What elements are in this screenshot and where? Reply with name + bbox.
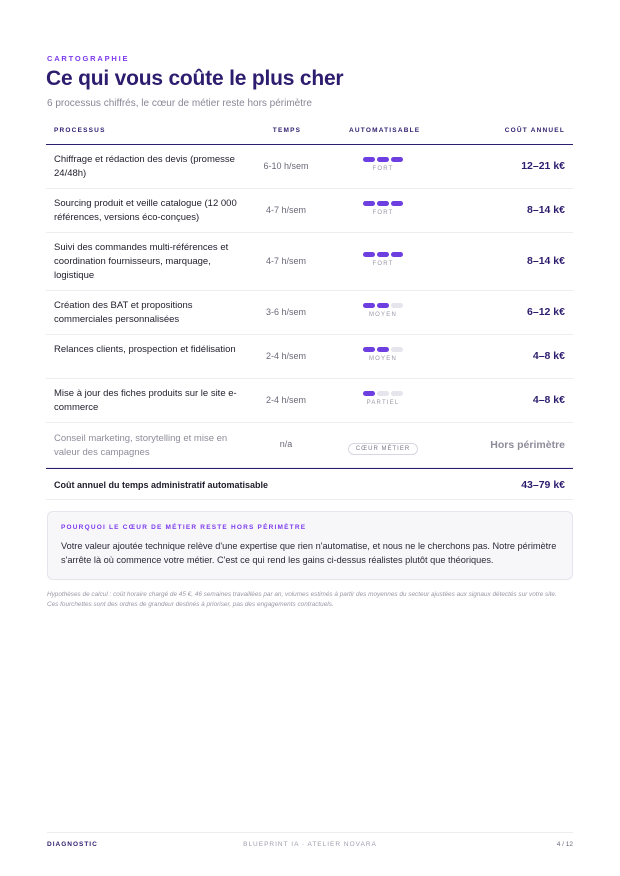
process-name: Relances clients, prospection et fidélisation <box>54 344 236 355</box>
process-time: 3-6 h/sem <box>265 307 307 317</box>
process-cost: 4–8 k€ <box>532 394 565 406</box>
automation-label: FORT <box>372 166 394 172</box>
process-cost: 4–8 k€ <box>532 350 565 362</box>
automation-level <box>356 303 410 318</box>
process-time: 2-4 h/sem <box>265 395 307 405</box>
level-bar <box>377 303 389 308</box>
column-header-process: PROCESSUS <box>54 127 106 134</box>
table-row <box>46 335 573 379</box>
core-process-cost: Hors périmètre <box>490 439 565 451</box>
table-header <box>46 119 573 145</box>
total-label: Coût annuel du temps administratif automatisable <box>54 480 269 490</box>
process-cost: 6–12 k€ <box>527 306 565 318</box>
level-bars <box>356 391 410 396</box>
level-bar <box>391 252 403 257</box>
table-row <box>46 233 573 291</box>
level-bar <box>391 347 403 352</box>
level-bar <box>363 391 375 396</box>
page-footer <box>47 832 573 852</box>
automation-level <box>356 201 410 216</box>
process-name: Chiffrage et rédaction des devis (promesse 24/48h) <box>54 154 235 179</box>
automation-level <box>356 391 410 406</box>
process-time: 2-4 h/sem <box>265 351 307 361</box>
eyebrow-label: CARTOGRAPHIE <box>47 54 130 63</box>
automation-level <box>356 252 410 267</box>
level-bar <box>377 201 389 206</box>
level-bar <box>377 347 389 352</box>
table-row <box>46 189 573 233</box>
process-name: Création des BAT et propositions commerciales personnalisées <box>54 300 193 325</box>
level-bar <box>377 157 389 162</box>
level-bars <box>356 157 410 162</box>
level-bars <box>356 252 410 257</box>
level-bars <box>356 347 410 352</box>
table-body <box>46 145 573 423</box>
callout-box <box>47 511 573 580</box>
callout-body: Votre valeur ajoutée technique relève d'une expertise que rien n'automatise, et nous ne le cherchons pas. Notre périmètre s'arrête là où commence votre métier. C'est ce qui rend les gains ci-dessus réalistes plutôt que théoriques. <box>61 541 557 565</box>
footnote: Hypothèses de calcul : coût horaire chargé de 45 €, 46 semaines travaillées par an, volumes estimés à partir des moyennes du secteur ajustées aux signaux détectés sur votre site. Ces fourchettes sont des ordres de grandeur destinés à prioriser, pas des engagements contractuels. <box>47 591 557 608</box>
core-badge-wrap <box>346 437 420 455</box>
page-number: 4 / 12 <box>556 841 573 848</box>
footer-document-label: BLUEPRINT IA · ATELIER NOVARA <box>243 841 377 848</box>
total-row <box>46 468 573 500</box>
process-time: 4-7 h/sem <box>265 205 307 215</box>
cost-table <box>46 119 573 500</box>
page-subtitle: 6 processus chiffrés, le cœur de métier reste hors périmètre <box>47 98 312 109</box>
automation-level <box>356 157 410 172</box>
level-bar <box>391 157 403 162</box>
level-bar <box>391 303 403 308</box>
table-row <box>46 379 573 423</box>
process-name: Suivi des commandes multi-références et coordination fournisseurs, marquage, logistique <box>54 242 229 281</box>
automation-level <box>356 347 410 362</box>
process-cost: 8–14 k€ <box>527 204 565 216</box>
core-business-badge: CŒUR MÉTIER <box>348 443 418 455</box>
process-time: 4-7 h/sem <box>265 256 307 266</box>
level-bar <box>391 391 403 396</box>
core-business-row <box>46 423 573 468</box>
page-title: Ce qui vous coûte le plus cher <box>46 67 344 90</box>
level-bar <box>363 303 375 308</box>
column-header-time: TEMPS <box>272 127 302 134</box>
automation-label: FORT <box>372 210 394 216</box>
total-value: 43–79 k€ <box>521 479 565 491</box>
level-bar <box>363 201 375 206</box>
automation-label: MOYEN <box>368 356 397 362</box>
level-bars <box>356 303 410 308</box>
process-cost: 8–14 k€ <box>527 255 565 267</box>
core-process-time: n/a <box>279 439 293 449</box>
footer-section-label: DIAGNOSTIC <box>47 841 98 848</box>
table-row <box>46 145 573 189</box>
automation-label: PARTIEL <box>366 400 400 406</box>
column-header-cost: COÛT ANNUEL <box>504 127 565 134</box>
level-bar <box>377 391 389 396</box>
level-bar <box>391 201 403 206</box>
automation-label: MOYEN <box>368 312 397 318</box>
process-name: Sourcing produit et veille catalogue (12 000 références, versions éco-conçues) <box>54 198 237 223</box>
level-bar <box>363 347 375 352</box>
process-cost: 12–21 k€ <box>521 160 565 172</box>
table-row <box>46 291 573 335</box>
core-process-name: Conseil marketing, storytelling et mise en valeur des campagnes <box>54 433 228 458</box>
level-bar <box>363 157 375 162</box>
process-time: 6-10 h/sem <box>263 161 309 171</box>
automation-label: FORT <box>372 261 394 267</box>
level-bars <box>356 201 410 206</box>
level-bar <box>377 252 389 257</box>
callout-title: POURQUOI LE CŒUR DE MÉTIER RESTE HORS PÉRIMÈTRE <box>61 524 307 531</box>
level-bar <box>363 252 375 257</box>
process-name: Mise à jour des fiches produits sur le site e-commerce <box>54 388 237 413</box>
column-header-automatable: AUTOMATISABLE <box>349 127 421 134</box>
